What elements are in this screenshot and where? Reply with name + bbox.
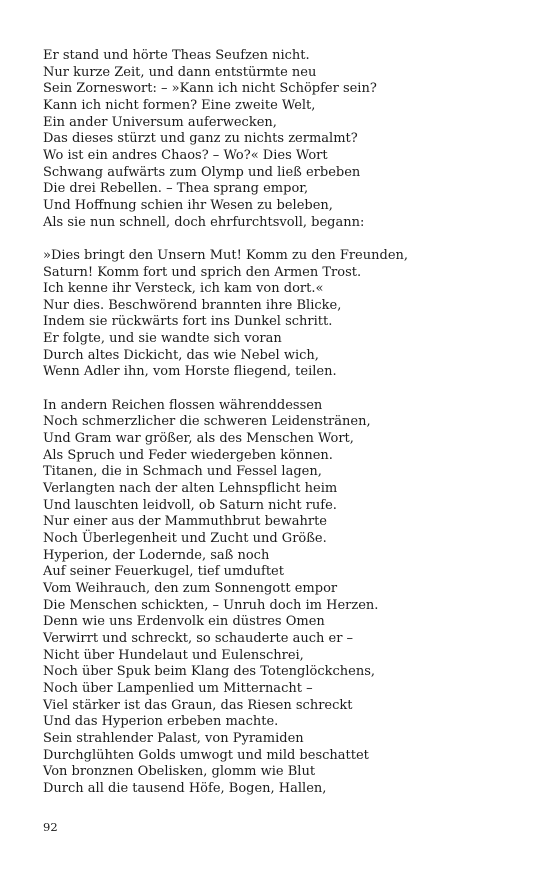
verse-line: Und Hoffnung schien ihr Wesen zu beleben, [43,197,333,213]
verse-line: Als sie nun schnell, doch ehrfurchtsvoll, begann: [43,214,365,230]
verse-line: Und Gram war größer, als des Menschen Wort, [43,431,354,447]
verse-line: Hyperion, der Lodernde, saß noch [43,547,270,563]
verse-line: Ich kenne ihr Versteck, ich kam von dort.« [43,281,324,297]
verse-line: In andern Reichen flossen währenddessen [43,397,323,413]
verse-line: Verwirrt und schreckt, so schauderte auch er – [43,630,354,646]
verse-line: Ein ander Universum auferwecken, [43,114,277,130]
verse-line: Noch über Spuk beim Klang des Totenglöckchens, [43,664,375,680]
verse-line: Die drei Rebellen. – Thea sprang empor, [43,181,309,197]
stanza [43,248,513,381]
verse-line: Viel stärker ist das Graun, das Riesen schreckt [43,697,353,713]
verse-line: Durch all die tausend Höfe, Bogen, Hallen, [43,780,327,796]
verse-line: Noch schmerzlicher die schweren Leidenstränen, [43,414,371,430]
verse-line: Denn wie uns Erdenvolk ein düstres Omen [43,614,325,630]
verse-line: Noch Überlegenheit und Zucht und Größe. [43,531,327,546]
verse-line: Noch über Lampenlied um Mitternacht – [43,680,313,696]
verse-line: Kann ich nicht formen? Eine zweite Welt, [43,97,316,113]
verse-line: Nicht über Hundelaut und Eulenschrei, [43,647,304,663]
verse-line: Nur dies. Beschwörend brannten ihre Blicke, [43,297,342,313]
verse-line: Titanen, die in Schmach und Fessel lagen, [43,464,322,480]
verse-line: Sein strahlender Palast, von Pyramiden [43,730,304,746]
verse-line: »Dies bringt den Unsern Mut! Komm zu den Freunden, [43,247,409,263]
verse-line: Indem sie rückwärts fort ins Dunkel schritt. [43,314,333,330]
verse-line: Und lauschten leidvoll, ob Saturn nicht rufe. [43,497,337,513]
verse-line: Auf seiner Feuerkugel, tief umduftet [43,564,284,580]
verse-line: Als Spruch und Feder wiedergeben können. [43,447,333,463]
verse-line: Wenn Adler ihn, vom Horste fliegend, teilen. [43,364,337,380]
stanza [43,48,513,231]
verse-line: Das dieses stürzt und ganz zu nichts zermalmt? [43,131,358,147]
verse-line: Er stand und hörte Theas Seufzen nicht. [43,48,310,63]
verse-line: Die Menschen schickten, – Unruh doch im Herzen. [43,597,379,613]
verse-line: Durchglühten Golds umwogt und mild beschattet [43,747,369,763]
poem-text [43,48,513,798]
verse-line: Von bronznen Obelisken, glomm wie Blut [43,764,316,780]
verse-line: Nur kurze Zeit, und dann entstürmte neu [43,64,317,80]
verse-line: Sein Zorneswort: – »Kann ich nicht Schöpfer sein? [43,81,377,97]
verse-line: Saturn! Komm fort und sprich den Armen Trost. [43,264,362,280]
verse-line: Er folgte, und sie wandte sich voran [43,331,282,347]
verse-line: Verlangten nach der alten Lehnspflicht heim [43,481,338,497]
verse-line: Vom Weihrauch, den zum Sonnengott empor [43,580,338,596]
verse-line: Wo ist ein andres Chaos? – Wo?« Dies Wort [43,147,328,163]
verse-line: Und das Hyperion erbeben machte. [43,714,279,730]
page-number: 92 [43,820,58,834]
verse-line: Durch altes Dickicht, das wie Nebel wich, [43,347,319,363]
stanza [43,398,513,798]
verse-line: Nur einer aus der Mammuthbrut bewahrte [43,514,327,530]
verse-line: Schwang aufwärts zum Olymp und ließ erbeben [43,164,361,180]
